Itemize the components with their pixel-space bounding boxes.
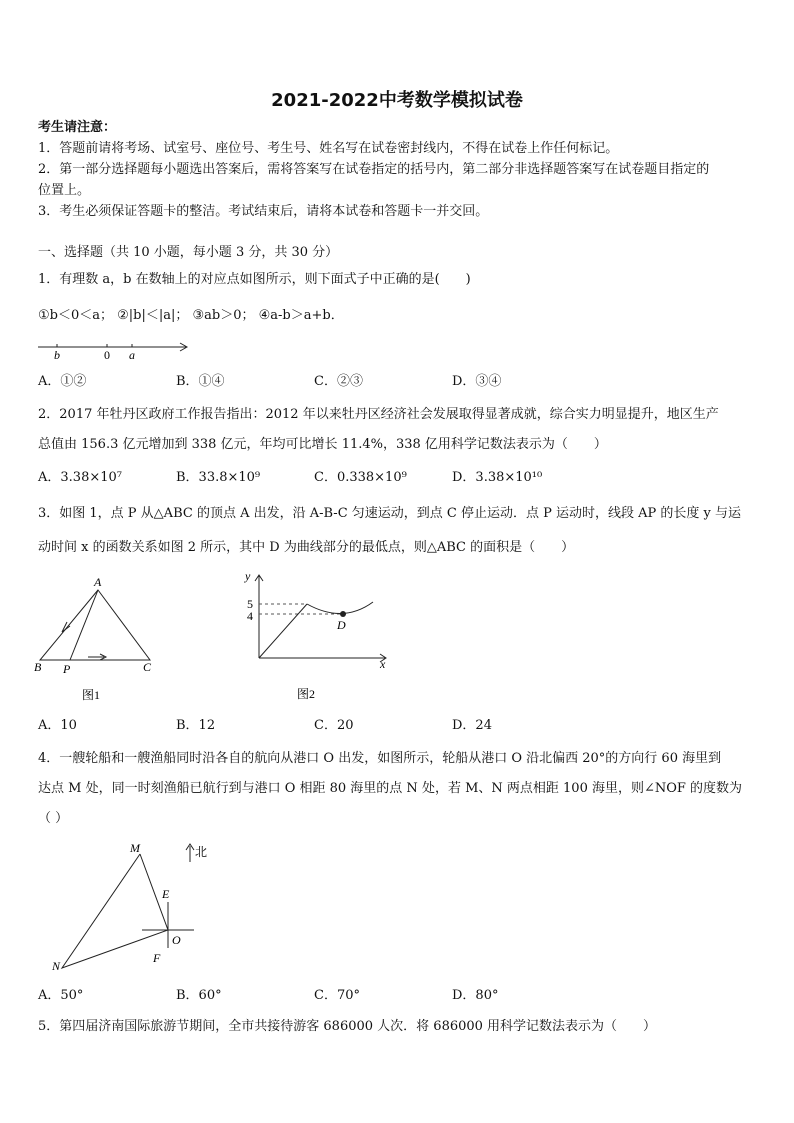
q1-statements: ①b＜0＜a； ②|b|＜|a|； ③ab＞0； ④a-b＞a+b． <box>38 308 344 323</box>
fig2-label-5: 5 <box>247 597 253 611</box>
fig1-label-p: P <box>63 662 71 676</box>
q2-option-c[interactable]: C．0.338×10⁹ <box>314 470 407 485</box>
fig4-label-o: O <box>172 933 181 947</box>
q1-option-a[interactable]: A．①② <box>38 374 87 389</box>
q3-figure1-triangle <box>30 570 170 705</box>
q2-stem-line1: 2．2017 年牡丹区政府工作报告指出：2012 年以来牡丹区经济社会发展取得显著成就，综合实力明显提升，地区生产 <box>38 407 719 422</box>
q4-option-c[interactable]: C．70° <box>314 988 360 1003</box>
q4-figure-navigation <box>40 836 230 976</box>
nl-label-zero: 0 <box>104 348 110 362</box>
q2-option-b[interactable]: B．33.8×10⁹ <box>176 470 261 485</box>
q2-option-a[interactable]: A．3.38×10⁷ <box>38 470 122 485</box>
q3-option-c[interactable]: C．20 <box>314 718 354 733</box>
section-heading: 一、选择题（共 10 小题，每小题 3 分，共 30 分） <box>38 245 339 260</box>
fig4-label-north: 北 <box>195 845 208 859</box>
fig4-label-m: M <box>130 841 140 855</box>
q3-option-a[interactable]: A．10 <box>38 718 77 733</box>
fig1-label-b: B <box>34 660 42 674</box>
notice-item: 位置上。 <box>38 183 91 198</box>
q4-option-d[interactable]: D．80° <box>452 988 499 1003</box>
notice-item: 2．第一部分选择题每小题选出答案后，需将答案写在试卷指定的括号内，第二部分非选择题答案写在试卷题目指定的 <box>38 162 710 177</box>
notice-item: 3．考生必须保证答题卡的整洁。考试结束后，请将本试卷和答题卡一并交回。 <box>38 204 489 219</box>
q4-option-b[interactable]: B．60° <box>176 988 222 1003</box>
q5-stem: 5．第四届济南国际旅游节期间，全市共接待游客 686000 人次．将 686000 用科学记数法表示为（ ） <box>38 1019 657 1034</box>
q4-option-a[interactable]: A．50° <box>38 988 84 1003</box>
q2-option-d[interactable]: D．3.38×10¹⁰ <box>452 470 543 485</box>
fig4-label-f: F <box>153 951 161 965</box>
q1-stem: 1．有理数 a，b 在数轴上的对应点如图所示，则下面式子中正确的是( ) <box>38 272 471 287</box>
nl-label-b: b <box>54 348 60 362</box>
fig2-label-d: D <box>337 618 346 632</box>
fig2-caption: 图2 <box>297 687 316 701</box>
fig2-label-4: 4 <box>247 609 253 623</box>
nl-label-a: a <box>129 348 135 362</box>
q3-option-d[interactable]: D．24 <box>452 718 492 733</box>
fig1-label-a: A <box>94 575 102 589</box>
fig4-label-n: N <box>52 959 61 973</box>
q2-stem-line2: 总值由 156.3 亿元增加到 338 亿元，年均可比增长 11.4%，338 亿用科学记数法表示为（ ） <box>38 437 607 452</box>
q1-option-c[interactable]: C．②③ <box>314 374 363 389</box>
fig1-caption: 图1 <box>82 688 101 702</box>
q1-number-line <box>36 336 196 364</box>
notice-item: 1．答题前请将考场、试室号、座位号、考生号、姓名写在试卷密封线内，不得在试卷上作任何标记。 <box>38 141 619 156</box>
q1-option-d[interactable]: D．③④ <box>452 374 502 389</box>
fig1-label-c: C <box>143 660 152 674</box>
q4-stem-line2: 达点 M 处，同一时刻渔船已航行到与港口 O 相距 80 海里的点 N 处，若 M、N 两点相距 100 海里，则∠NOF 的度数为 <box>38 781 743 796</box>
fig2-label-y: y <box>245 569 251 583</box>
q3-stem-line2: 动时间 x 的函数关系如图 2 所示，其中 D 为曲线部分的最低点，则△ABC 的面积是（ ） <box>38 540 575 555</box>
q1-option-b[interactable]: B．①④ <box>176 374 225 389</box>
q4-stem-line3: （ ） <box>38 811 69 826</box>
q3-stem-line1: 3．如图 1，点 P 从△ABC 的顶点 A 出发，沿 A-B-C 匀速运动，到点 C 停止运动．点 P 运动时，线段 AP 的长度 y 与运 <box>38 506 742 521</box>
fig2-label-x: x <box>380 657 386 671</box>
fig4-label-e: E <box>162 887 170 901</box>
page-title: 2021-2022中考数学模拟试卷 <box>271 90 523 111</box>
q4-stem-line1: 4．一艘轮船和一艘渔船同时沿各自的航向从港口 O 出发，如图所示，轮船从港口 O 沿北偏西 20°的方向行 60 海里到 <box>38 751 722 766</box>
q3-option-b[interactable]: B．12 <box>176 718 216 733</box>
q3-figure2-graph <box>225 566 395 706</box>
notice-heading: 考生请注意： <box>38 120 117 135</box>
